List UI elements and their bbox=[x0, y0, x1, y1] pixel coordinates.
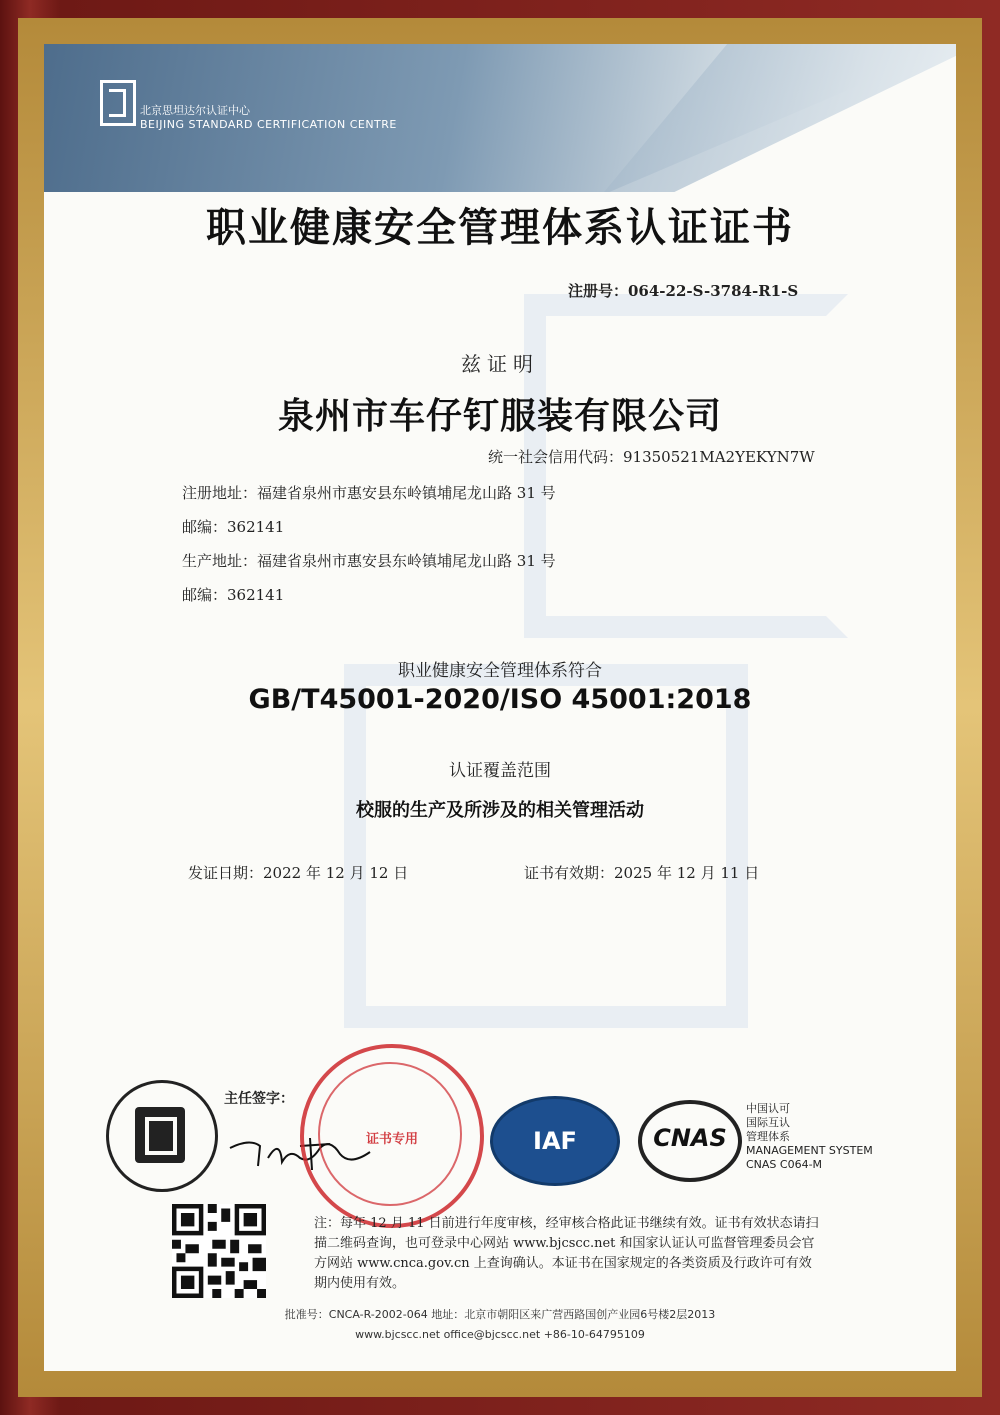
cnas-description bbox=[746, 1102, 873, 1172]
org-name-cn: 北京思坦达尔认证中心 bbox=[140, 104, 250, 117]
iaf-logo-icon bbox=[490, 1096, 620, 1186]
cnas-line: 中国认可 bbox=[746, 1102, 790, 1115]
certificate-title: 职业健康安全管理体系认证证书 bbox=[206, 204, 794, 251]
red-official-seal-icon bbox=[300, 1044, 484, 1228]
registration-number: 注册号：064-22-S-3784-R1-S bbox=[568, 282, 799, 300]
valid-until: 证书有效期：2025 年 12 月 11 日 bbox=[524, 864, 760, 882]
bjcscc-round-seal-icon bbox=[106, 1080, 218, 1192]
standard-code: GB/T45001-2020/ISO 45001:2018 bbox=[248, 684, 752, 715]
cnas-logo-icon bbox=[638, 1100, 742, 1182]
qr-code-icon[interactable] bbox=[172, 1204, 266, 1298]
registered-address: 注册地址：福建省泉州市惠安县东岭镇埔尾龙山路 31 号 bbox=[182, 484, 556, 502]
hereby-certify: 兹证明 bbox=[461, 352, 539, 376]
seal-text: 证书专用 bbox=[365, 1132, 418, 1147]
iaf-text: IAF bbox=[533, 1127, 577, 1155]
credit-code: 统一社会信用代码：91350521MA2YEKYN7W bbox=[488, 448, 815, 466]
approval-info: 批准号：CNCA-R-2002-064 地址：北京市朝阳区来广营西路国创产业园6号楼2层2013 bbox=[284, 1308, 716, 1321]
issue-date: 发证日期：2022 年 12 月 12 日 bbox=[188, 864, 409, 882]
production-postcode: 邮编：362141 bbox=[182, 586, 285, 604]
watermark-shape bbox=[344, 664, 748, 1028]
scope-text: 校服的生产及所涉及的相关管理活动 bbox=[356, 800, 644, 821]
cnas-line: CNAS C064-M bbox=[746, 1158, 823, 1171]
scope-label: 认证覆盖范围 bbox=[449, 761, 551, 781]
company-name: 泉州市车仔钉服装有限公司 bbox=[277, 395, 722, 437]
contact-info: www.bjcscc.net office@bjcscc.net +86-10-64795109 bbox=[355, 1328, 645, 1341]
signature-label: 主任签字： bbox=[224, 1091, 294, 1107]
production-address: 生产地址：福建省泉州市惠安县东岭镇埔尾龙山路 31 号 bbox=[182, 552, 556, 570]
cnas-line: 国际互认 bbox=[746, 1116, 790, 1129]
cnas-text: CNAS bbox=[653, 1124, 727, 1152]
bjcscc-logo-icon bbox=[100, 80, 136, 126]
org-name-en: BEIJING STANDARD CERTIFICATION CENTRE bbox=[140, 118, 397, 131]
conformity-statement: 职业健康安全管理体系符合 bbox=[398, 661, 602, 681]
certificate-note: 注：每年 12 月 11 日前进行年度审核，经审核合格此证书继续有效。证书有效状态请扫描二维码查询，也可登录中心网站 www.bjcscc.net 和国家认证认可监督管理委员会官方网站 www.cnca.gov.cn 上查询确认。本证书在国家规定的各类资质及行政许可有效期内使用有效。 bbox=[314, 1216, 819, 1291]
cnas-line: 管理体系 bbox=[746, 1130, 790, 1143]
registered-postcode: 邮编：362141 bbox=[182, 518, 285, 536]
cnas-line: MANAGEMENT SYSTEM bbox=[746, 1144, 873, 1157]
certificate-paper bbox=[44, 44, 956, 1371]
